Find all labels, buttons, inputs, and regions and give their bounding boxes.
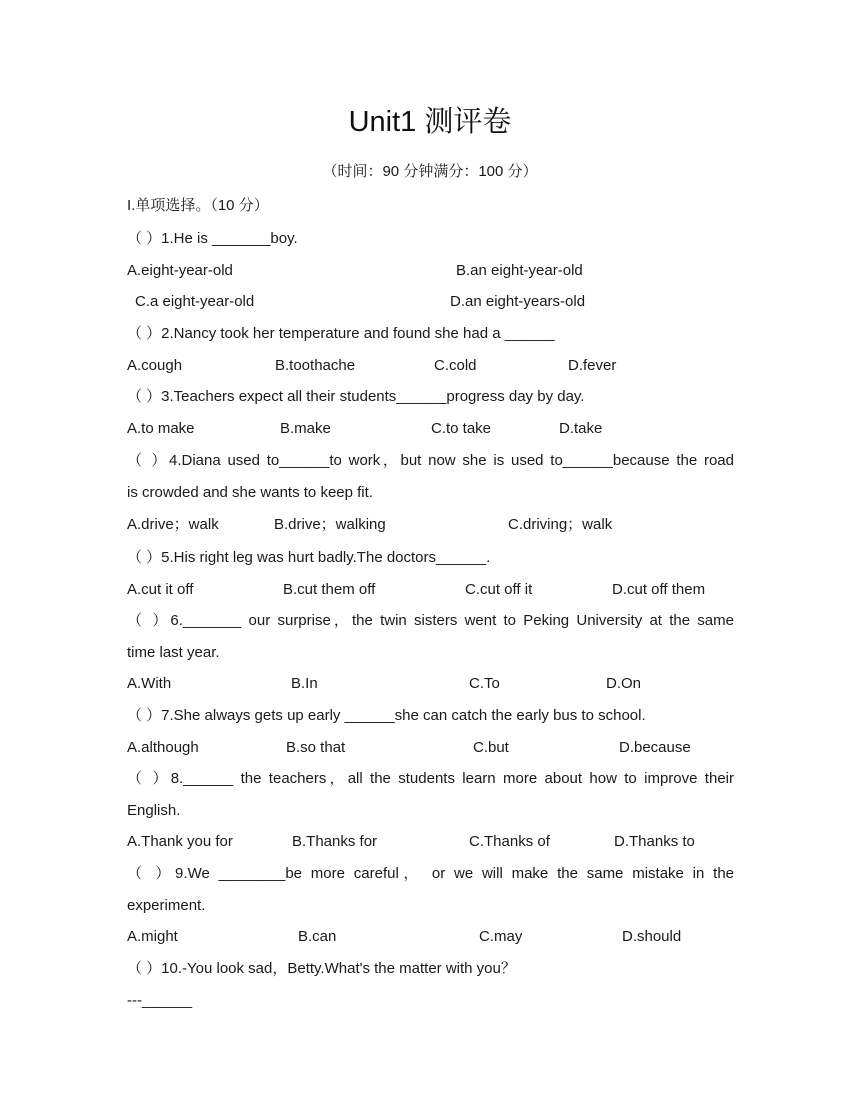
question-1-stem: （ ）1.He is _______boy.	[127, 230, 298, 247]
question-8-stem-continued: English.	[127, 802, 181, 819]
question-1-option-c: C.a eight-year-old	[135, 293, 255, 310]
question-3-stem: （ ）3.Teachers expect all their students______progress day by day.	[127, 388, 585, 405]
question-5-stem: （ ）5.His right leg was hurt badly.The doctors______.	[127, 549, 491, 566]
question-3-option-a: A.to make	[127, 420, 195, 437]
question-3-option-d: D.take	[559, 420, 603, 437]
question-9-option-a: A.might	[127, 928, 178, 945]
question-5-option-b: B.cut them off	[283, 581, 376, 598]
question-3-option-c: C.to take	[431, 420, 492, 437]
question-2-option-d: D.fever	[568, 357, 617, 374]
question-7-stem: （ ）7.She always gets up early ______she can catch the early bus to school.	[127, 707, 646, 724]
exam-info: （时间：90 分钟满分：100 分）	[322, 163, 538, 180]
question-9-option-c: C.may	[479, 928, 523, 945]
question-7-option-a: A.although	[127, 739, 199, 756]
question-9-option-b: B.can	[298, 928, 337, 945]
question-8-option-b: B.Thanks for	[292, 833, 378, 850]
question-4-option-c: C.driving；walk	[508, 516, 613, 533]
question-5-option-c: C.cut off it	[465, 581, 533, 598]
question-3-option-b: B.make	[280, 420, 331, 437]
question-8-option-c: C.Thanks of	[469, 833, 550, 850]
section-heading: I.单项选择。（10 分）	[127, 197, 269, 214]
question-5-option-a: A.cut it off	[127, 581, 194, 598]
question-1-option-b: B.an eight-year-old	[456, 262, 583, 279]
question-6-stem-continued: time last year.	[127, 644, 220, 661]
question-8-option-a: A.Thank you for	[127, 833, 233, 850]
question-1-option-d: D.an eight-years-old	[450, 293, 586, 310]
question-9-stem-continued: experiment.	[127, 897, 206, 914]
question-6-option-d: D.On	[606, 675, 642, 692]
question-9-option-d: D.should	[622, 928, 682, 945]
question-2-option-b: B.toothache	[275, 357, 356, 374]
question-6-option-b: B.In	[291, 675, 318, 692]
question-4-stem-continued: is crowded and she wants to keep fit.	[127, 484, 373, 501]
question-2-option-c: C.cold	[434, 357, 477, 374]
question-9-stem: （ ）9.We ________be more careful， or we will make the same mistake in the	[127, 865, 734, 882]
question-1-option-a: A.eight-year-old	[127, 262, 233, 279]
question-2-option-a: A.cough	[127, 357, 183, 374]
question-5-option-d: D.cut off them	[612, 581, 706, 598]
question-7-option-b: B.so that	[286, 739, 346, 756]
question-4-stem: （ ）4.Diana used to______to work，but now she is used to______because the road	[127, 452, 734, 469]
page-title: Unit1 测评卷	[348, 106, 512, 138]
question-7-option-c: C.but	[473, 739, 509, 756]
question-7-option-d: D.because	[619, 739, 691, 756]
question-2-stem: （ ）2.Nancy took her temperature and found she had a ______	[127, 325, 555, 342]
question-8-stem: （ ）8.______ the teachers，all the students learn more about how to improve their	[127, 770, 734, 787]
question-10-answer-line: ---______	[127, 992, 193, 1009]
question-6-option-c: C.To	[469, 675, 500, 692]
question-10-stem: （ ）10.-You look sad，Betty.What's the matter with you？	[127, 960, 516, 977]
question-8-option-d: D.Thanks to	[614, 833, 695, 850]
question-6-stem: （ ）6._______ our surprise，the twin sisters went to Peking University at the same	[127, 612, 734, 629]
question-4-option-b: B.drive；walking	[274, 516, 386, 533]
question-4-option-a: A.drive；walk	[127, 516, 219, 533]
question-6-option-a: A.With	[127, 675, 172, 692]
